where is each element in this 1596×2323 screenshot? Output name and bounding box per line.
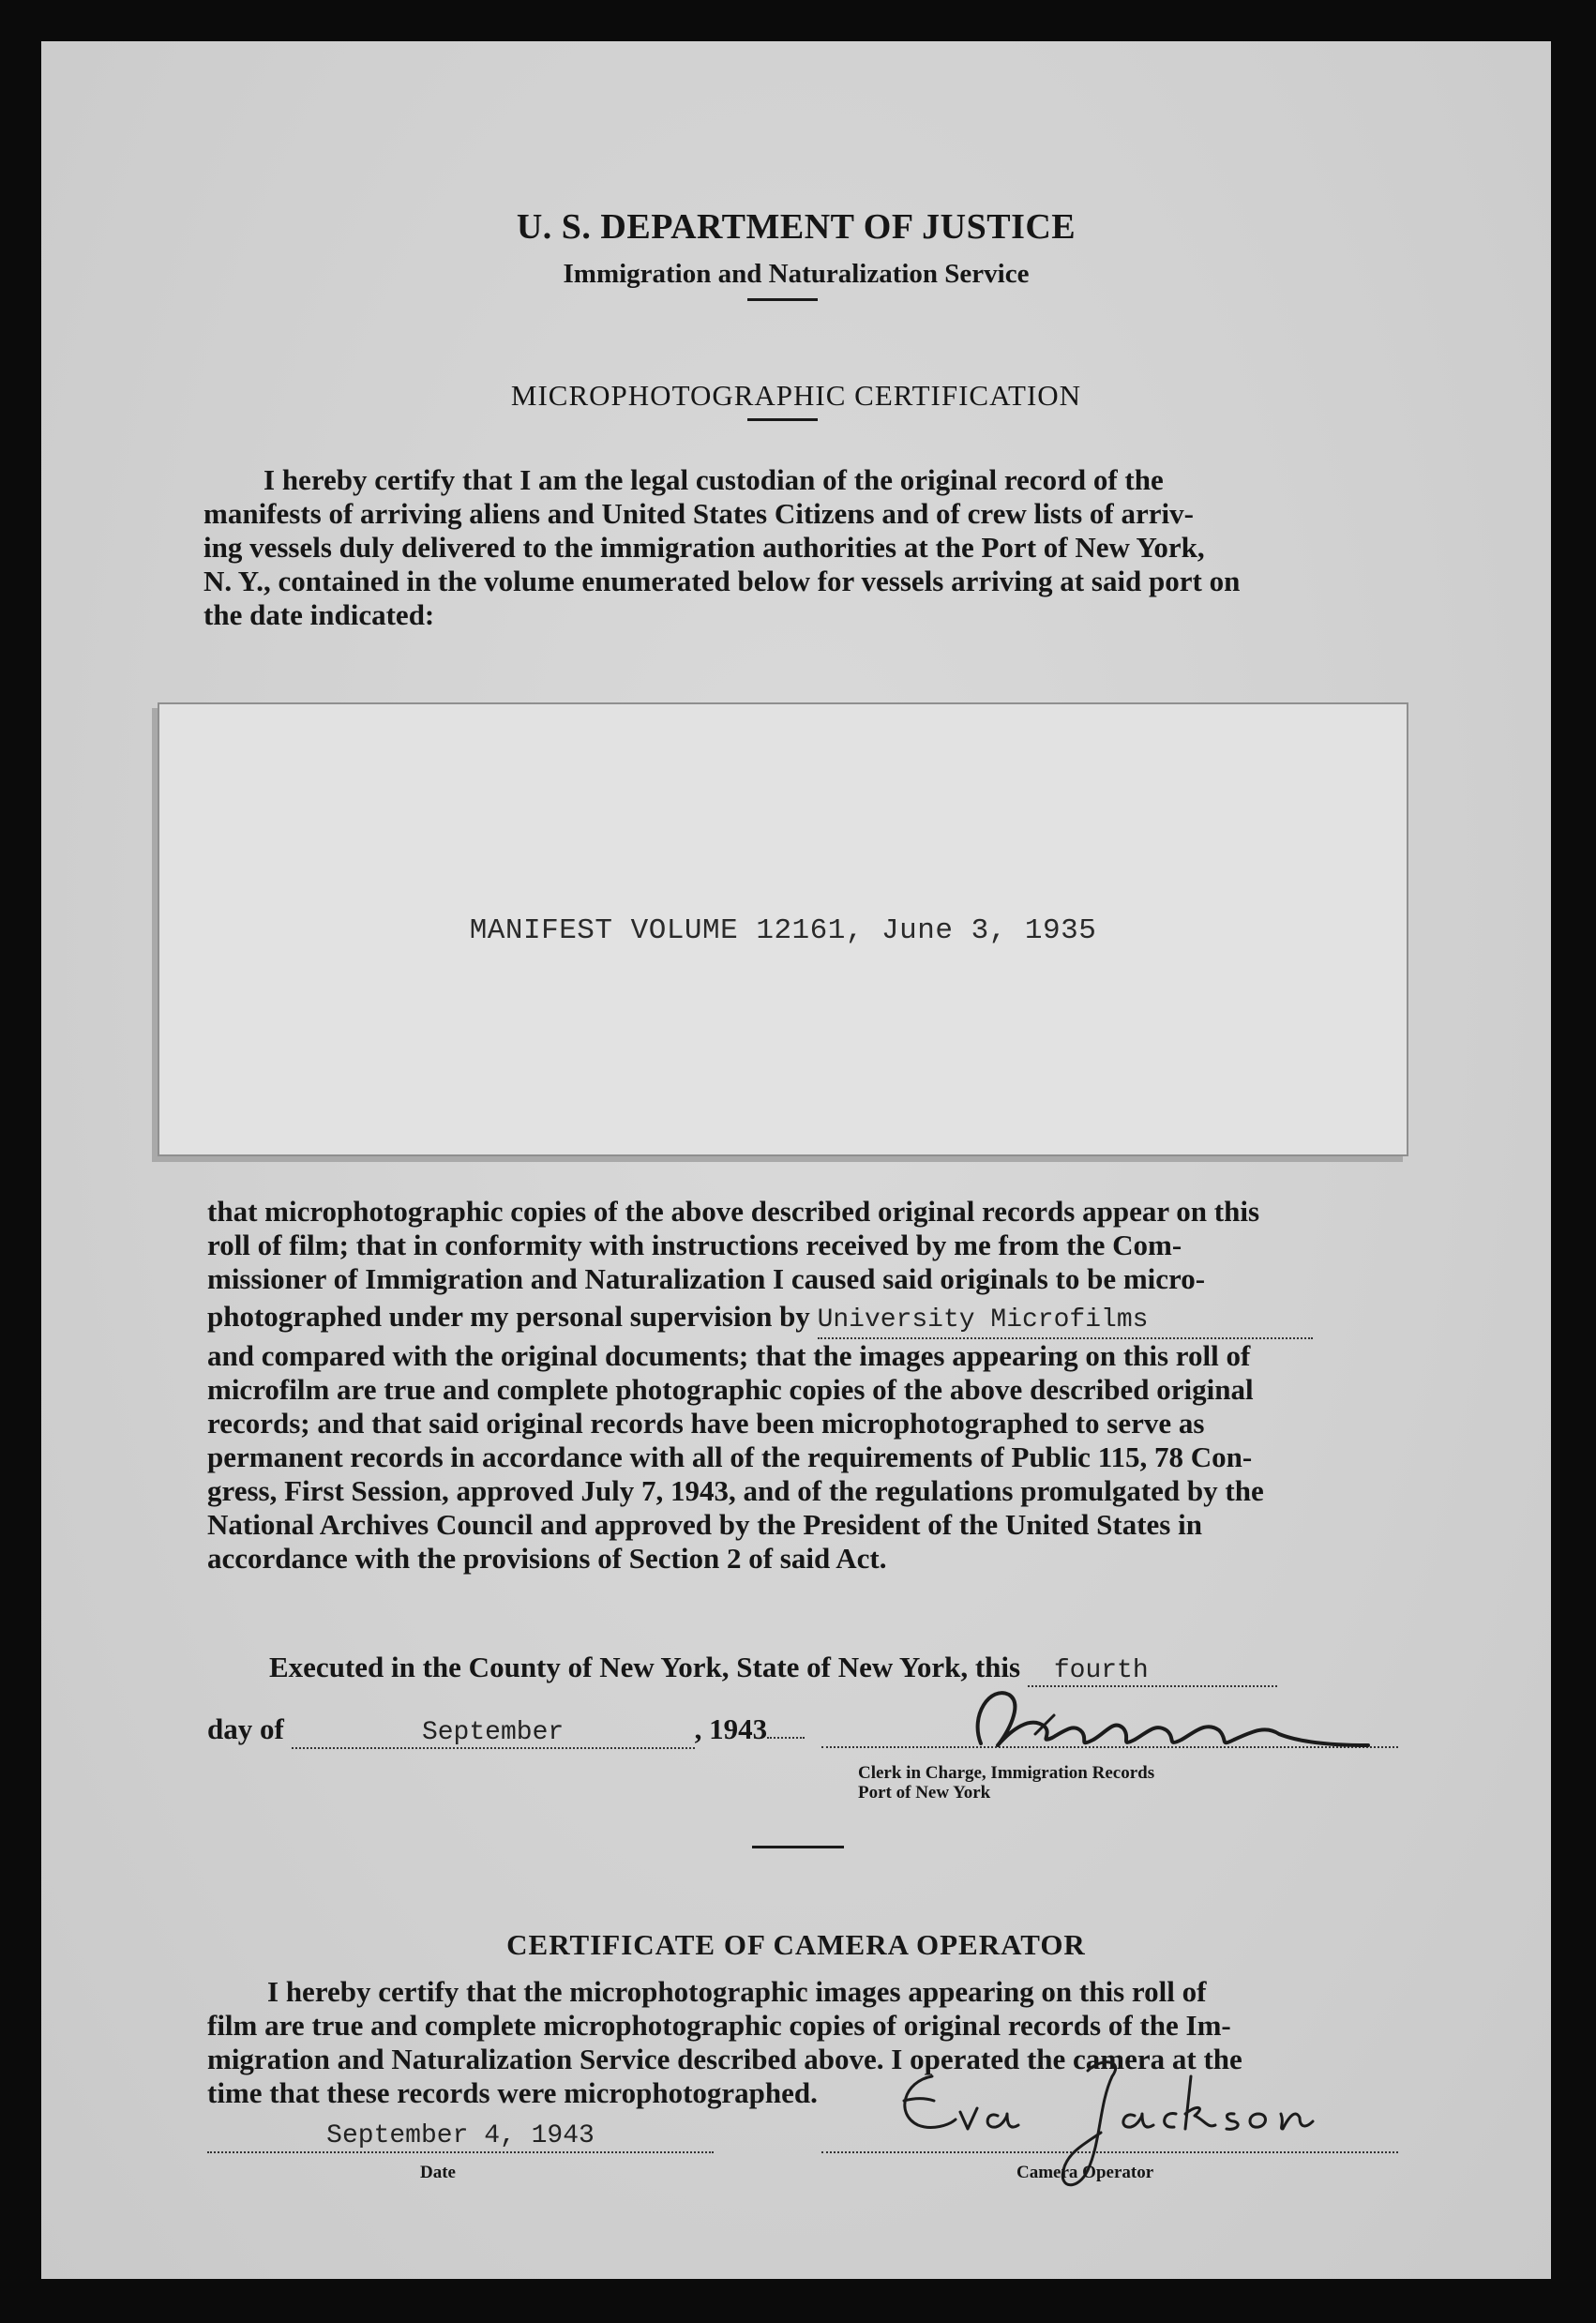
paragraph-line: manifests of arriving aliens and United States Citizens and of crew lists of arriv- (203, 497, 1194, 530)
photographed-by-prefix: photographed under my personal supervision by (207, 1300, 810, 1333)
execution-prefix: Executed in the County of New York, State of New York, this (269, 1651, 1021, 1683)
month-value: September (421, 1718, 565, 1747)
day-of-label: day of (207, 1712, 284, 1745)
body-paragraph (207, 1195, 1436, 1576)
paragraph-line: microfilm are true and complete photographic copies of the above described original (207, 1373, 1254, 1406)
divider (747, 298, 818, 301)
date-value: September 4, 1943 (326, 2121, 595, 2150)
day-value: fourth (1053, 1656, 1149, 1685)
paragraph-line: gress, First Session, approved July 7, 1943, and of the regulations promulgated by the (207, 1474, 1264, 1507)
camera-operator-label: Camera Operator (1016, 2163, 1154, 2182)
paragraph-line: I hereby certify that I am the legal custodian of the original record of the (263, 463, 1164, 496)
paragraph-line: N. Y., contained in the volume enumerated below for vessels arriving at said port on (203, 565, 1241, 597)
paragraph-line: time that these records were microphotographed. (207, 2076, 818, 2109)
photographer-value: University Microfilms (817, 1305, 1149, 1335)
intro-paragraph (203, 463, 1432, 632)
divider (752, 1846, 844, 1848)
paragraph-line: migration and Naturalization Service described above. I operated the camera at the (207, 2043, 1242, 2075)
paragraph-line: missioner of Immigration and Naturalization I caused said originals to be micro- (207, 1262, 1206, 1295)
month-field (292, 1712, 695, 1749)
manifest-volume-text: MANIFEST VOLUME 12161, June 3, 1935 (469, 914, 1097, 947)
date-of-line (207, 1712, 805, 1749)
camera-operator-title: CERTIFICATE OF CAMERA OPERATOR (506, 1928, 1086, 1961)
paragraph-line: records; and that said original records have been microphotographed to serve as (207, 1407, 1205, 1440)
year-prefix: , 194 (694, 1712, 753, 1745)
certificate-page (41, 41, 1551, 2279)
date-field (207, 2119, 714, 2153)
paragraph-line: I hereby certify that the microphotographic images appearing on this roll of (267, 1975, 1207, 2008)
service-subheading: Immigration and Naturalization Service (563, 259, 1030, 289)
paragraph-line: ing vessels duly delivered to the immigration authorities at the Port of New York, (203, 531, 1205, 564)
paragraph-line: and compared with the original documents; that the images appearing on this roll of (207, 1339, 1251, 1372)
year-suffix: 3 (752, 1712, 768, 1745)
paragraph-line: permanent records in accordance with all of the requirements of Public 115, 78 Con- (207, 1441, 1253, 1473)
clerk-title-line: Clerk in Charge, Immigration Records (858, 1763, 1155, 1783)
date-label: Date (420, 2163, 456, 2182)
record-description-box (158, 702, 1408, 1156)
clerk-title (858, 1763, 1154, 1803)
paragraph-line: that microphotographic copies of the above described original records appear on this (207, 1195, 1260, 1228)
paragraph-line: roll of film; that in conformity with instructions received by me from the Com- (207, 1229, 1182, 1261)
paragraph-line: National Archives Council and approved by the President of the United States in (207, 1508, 1202, 1541)
certification-title: MICROPHOTOGRAPHIC CERTIFICATION (510, 379, 1082, 412)
paragraph-line: the date indicated: (203, 598, 435, 631)
clerk-title-line: Port of New York (858, 1783, 991, 1803)
year-dots (767, 1737, 805, 1739)
paragraph-line: film are true and complete microphotographic copies of original records of the Im- (207, 2009, 1231, 2042)
department-heading: U. S. DEPARTMENT OF JUSTICE (516, 207, 1077, 247)
photographer-field (818, 1300, 1313, 1339)
paragraph-line: accordance with the provisions of Section 2 of said Act. (207, 1542, 887, 1575)
clerk-signature (941, 1678, 1382, 1762)
divider (747, 418, 818, 421)
photographed-by-line (207, 1300, 1436, 1339)
